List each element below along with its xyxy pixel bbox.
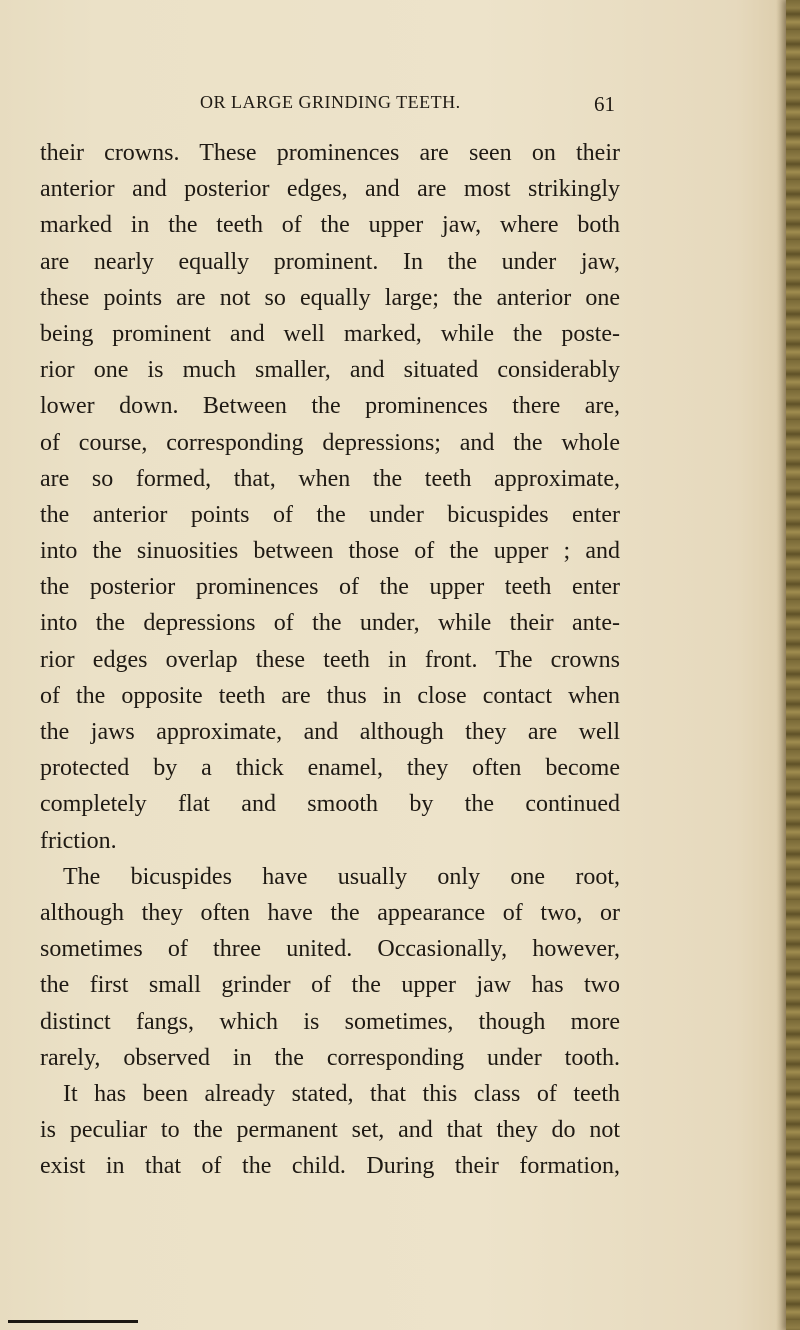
text-line: their crowns. These prominences are seen on their [40,140,620,166]
text-line: are nearly equally prominent. In the under jaw, [40,248,620,275]
text-line: the posterior prominences of the upper teeth enter [40,574,620,601]
page-header [45,92,615,122]
text-line: the anterior points of the under bicuspides enter [40,501,620,528]
text-line: anterior and posterior edges, and are most strikingly [40,176,620,203]
text-line: sometimes of three united. Occasionally, however, [40,936,620,963]
running-head: OR LARGE GRINDING TEETH. [200,92,461,112]
text-line: being prominent and well marked, while the poste- [40,320,620,347]
text-line: the first small grinder of the upper jaw has two [40,972,620,999]
text-line: It has been already stated, that this class of teeth [63,1080,620,1107]
page-edge-mark [8,1320,138,1323]
binding-shadow [776,0,786,1330]
text-line: are so formed, that, when the teeth approximate, [40,465,620,492]
text-line: rior edges overlap these teeth in front. The crowns [40,646,620,673]
text-line: is peculiar to the permanent set, and that they do not [40,1117,620,1144]
text-line: exist in that of the child. During their formation, [40,1153,620,1180]
body-text [40,135,620,1184]
text-line: friction. [40,827,117,854]
text-line: distinct fangs, which is sometimes, though more [40,1008,620,1035]
text-line: into the depressions of the under, while their ante- [40,610,620,637]
text-line: marked in the teeth of the upper jaw, where both [40,212,620,239]
text-line: of the opposite teeth are thus in close contact when [40,682,620,709]
text-line: protected by a thick enamel, they often become [40,755,620,782]
text-line: rarely, observed in the corresponding under tooth. [40,1044,620,1071]
text-line: into the sinuosities between those of the upper ; and [40,538,620,565]
text-line: The bicuspides have usually only one root, [63,863,620,890]
text-line: completely flat and smooth by the continued [40,791,620,818]
text-line: the jaws approximate, and although they are well [40,719,620,745]
book-binding-edge [786,0,800,1330]
page-number: 61 [594,92,615,116]
text-line: rior one is much smaller, and situated considerably [40,357,620,384]
text-line: although they often have the appearance of two, or [40,899,620,926]
text-line: these points are not so equally large; the anterior one [40,284,620,311]
text-line: lower down. Between the prominences there are, [40,393,620,420]
text-line: of course, corresponding depressions; and the whole [40,429,620,456]
